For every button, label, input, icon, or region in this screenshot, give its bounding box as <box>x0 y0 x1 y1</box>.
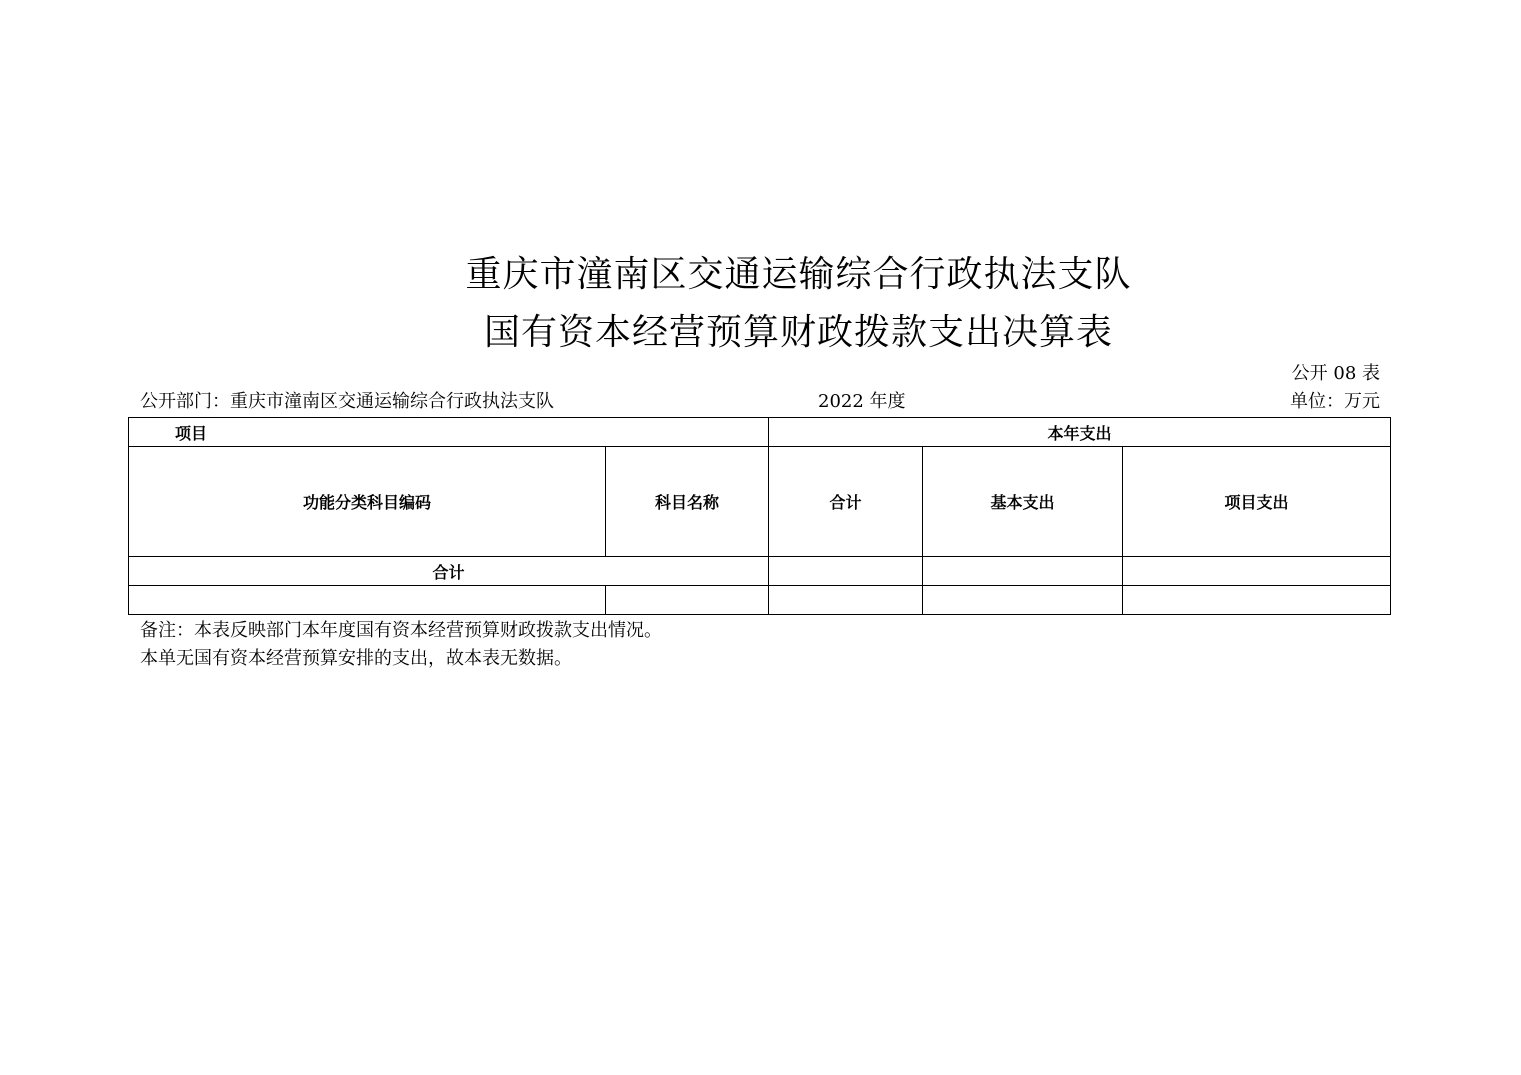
column-basic: 基本支出 <box>923 447 1123 557</box>
column-name: 科目名称 <box>606 447 769 557</box>
column-project: 项目支出 <box>1123 447 1391 557</box>
document-title-line1: 重庆市潼南区交通运输综合行政执法支队 <box>465 254 1132 295</box>
empty-cell <box>769 586 923 615</box>
table-row-total <box>129 557 1391 586</box>
form-number: 公开 08 表 <box>1291 363 1380 384</box>
department-label: 公开部门：重庆市潼南区交通运输综合行政执法支队 <box>140 391 554 412</box>
table-header-row <box>129 418 1391 447</box>
empty-cell <box>129 586 606 615</box>
table-subheader-row <box>129 447 1391 557</box>
empty-cell <box>923 586 1123 615</box>
header-project: 项目 <box>129 418 769 447</box>
total-project-value <box>1123 557 1391 586</box>
empty-cell <box>1123 586 1391 615</box>
column-code: 功能分类科目编码 <box>129 447 606 557</box>
expense-table <box>128 417 1391 615</box>
column-total: 合计 <box>769 447 923 557</box>
total-label: 合计 <box>129 557 769 586</box>
note-line1: 备注：本表反映部门本年度国有资本经营预算财政拨款支出情况。 <box>140 620 662 641</box>
table-row <box>129 586 1391 615</box>
note-line2: 本单无国有资本经营预算安排的支出，故本表无数据。 <box>140 648 572 669</box>
header-current-year-expense: 本年支出 <box>769 418 1391 447</box>
empty-cell <box>606 586 769 615</box>
document-title-line2: 国有资本经营预算财政拨款支出决算表 <box>483 312 1113 353</box>
fiscal-year: 2022 年度 <box>818 391 906 412</box>
total-value <box>769 557 923 586</box>
total-basic-value <box>923 557 1123 586</box>
unit-label: 单位：万元 <box>1290 391 1380 412</box>
